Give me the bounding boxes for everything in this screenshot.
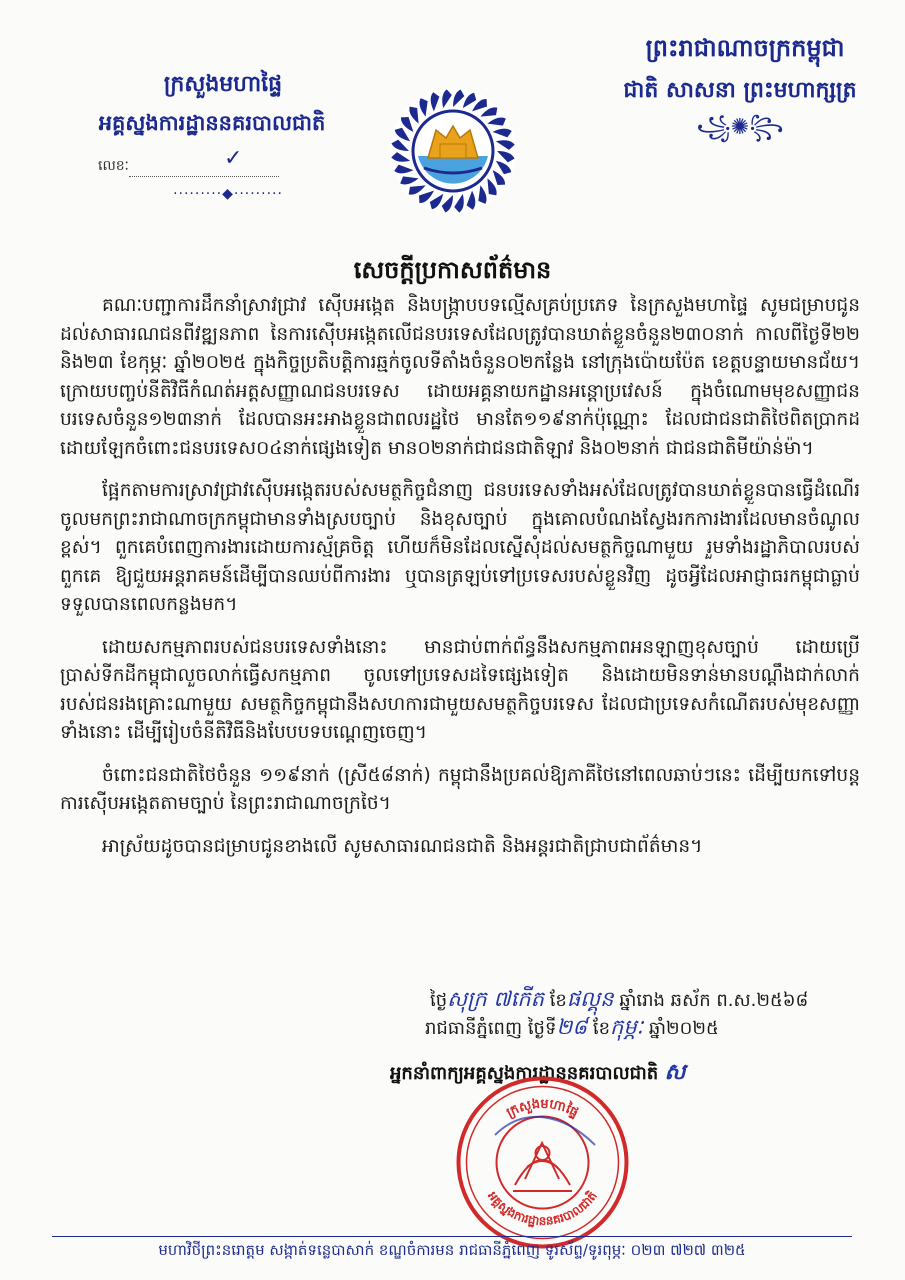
motto-ornament-icon: ꧁✺꧂ [696,115,784,140]
solar-day-handwritten: ២៨ [556,1015,588,1039]
department-name: អគ្គស្នងការដ្ឋាននគរបាលជាតិ [98,111,326,135]
solar-month-handwritten: កុម្ភៈ [610,1015,644,1039]
solar-year: ឆ្នាំ២០២៥ [648,1018,719,1039]
lunar-date-line [430,986,870,1017]
document-title: សេចក្ដីប្រកាសព័ត៌មាន [353,256,552,284]
number-field [129,146,279,177]
body-paragraph: ផ្អែកតាមការស្រាវជ្រាវស៊ើបអង្កេតរបស់សមត្ថកិច្ចជំនាញ ជនបរទេសទាំងអស់ដែលត្រូវបានឃាត់ខ្លួនបានធ្វើដំណើរចូលមកព្រះរាជាណាចក្រកម្ពុជាមានទាំងស្របច្បាប់ និងខុសច្បាប់ ក្នុងគោលបំណងស្វែងរកការងារដែលមានចំណូលខ្ពស់។ ពួកគេបំពេញការងារដោយការស្ម័គ្រចិត្ត ហើយក៏មិនដែលស្នើសុំដល់សមត្ថកិច្ចណាមួយ រួមទាំងរដ្ឋាភិបាលរបស់ពួកគេ ឱ្យជួយអន្តរាគមន៍ដើម្បីបានឈប់ពីការងារ ឬបានត្រឡប់ទៅប្រទេសរបស់ខ្លួនវិញ ដូចអ្វីដែលអាជ្ញាធរកម្ពុជាធ្លាប់ទទួលបានពេលកន្លងមក។ [60,480,860,615]
lunar-year: ឆ្នាំរោង ឆស័ក ព.ស.២៥៦៨ [619,990,809,1011]
ministry-name: ក្រសួងមហាផ្ទៃ [163,72,283,97]
number-label: លេខៈ [98,158,129,174]
left-ornament-divider: ·········◆········· [173,186,283,202]
seal-top-text: ក្រសួងមហាផ្ទៃ [504,1096,581,1121]
footer-address: មហាវិថីព្រះនរោត្តម សង្កាត់ទន្លេបាសាក់ ខណ្ឌចំការមន រាជធានីភ្នំពេញ ទូរស័ព្ទ/ទូរពុម្ភៈ ០២៣ ៧២៧ ៣២៥ [158,1241,746,1259]
document-body [60,292,860,875]
solar-prefix: រាជធានីភ្នំពេញ ថ្ងៃទី [425,1018,557,1039]
kingdom-title: ព្រះរាជាណាចក្រកម្ពុជា [645,34,845,62]
body-paragraph: ចំពោះជនជាតិថៃចំនួន ១១៩នាក់ (ស្រី៥៨នាក់) កម្ពុជានឹងប្រគល់ឱ្យភាគីថៃនៅពេលឆាប់ៗនេះ ដើម្បីយកទៅបន្តការស៊ើបអង្កេតតាមច្បាប់ នៃព្រះរាជាណាចក្រថៃ។ [60,764,860,814]
signer-initials: ស [664,1060,686,1085]
lunar-month-prefix: ខែ [549,990,567,1011]
footer-divider [52,1236,852,1237]
body-paragraph: គណៈបញ្ជាការដឹកនាំស្រាវជ្រាវ ស៊ើបអង្កេត និងបង្ក្រាបបទល្មើសគ្រប់ប្រភេទ នៃក្រសួងមហាផ្ទៃ សូមជម្រាបជូនដល់សាធារណជនពីវឌ្ឍនភាព នៃការស៊ើបអង្កេតលើជនបរទេសដែលត្រូវបានឃាត់ខ្លួនចំនួន២៣០នាក់ កាលពីថ្ងៃទី២២ និង២៣ ខែកុម្ភៈ ឆ្នាំ២០២៥ ក្នុងកិច្ចប្រតិបត្តិការឆ្មក់ចូលទីតាំងចំនួន០២កន្លែង នៅក្រុងប៉ោយប៉ែត ខេត្តបន្ទាយមានជ័យ។ ក្រោយបញ្ចប់នីតិវិធីកំណត់អត្តសញ្ញាណជនបរទេស ដោយអគ្គនាយកដ្ឋានអន្តោប្រវេសន៍ ក្នុងចំណោមមុខសញ្ញាជនបរទេសចំនួន១២៣នាក់ ដែលបានអះអាងខ្លួនជាពលរដ្ឋថៃ មានតែ១១៩នាក់ប៉ុណ្ណោះ ដែលជាជនជាតិថៃពិតប្រាកដ ដោយឡែកចំពោះជនបរទេស០៤នាក់ផ្សេងទៀត មាន០២នាក់ជាជនជាតិឡាវ និង០២នាក់ ជាជនជាតិមីយ៉ាន់ម៉ា។ [60,295,860,459]
lunar-month-handwritten: ផល្គុន [566,987,614,1011]
seal-bottom-text: អគ្គស្នងការដ្ឋាននគរបាលជាតិ [485,1188,600,1228]
lunar-day-handwritten: សុក្រ ៧កើត [447,987,544,1011]
signer-title: អ្នកនាំពាក្យអគ្គស្នងការដ្ឋាននគរបាលជាតិ [390,1063,659,1084]
solar-date-line [425,1014,865,1045]
police-emblem-icon [388,86,518,216]
closing-paragraph: អាស្រ័យដូចបានជម្រាបជូនខាងលើ សូមសាធារណជនជាតិ និងអន្តរជាតិជ្រាបជាព័ត៌មាន។ [102,835,703,857]
check-mark-icon: ✓ [223,146,243,171]
national-motto: ជាតិ សាសនា ព្រះមហាក្សត្រ [623,78,857,103]
official-seal-icon [455,1075,630,1250]
body-paragraph: ដោយសកម្មភាពរបស់ជនបរទេសទាំងនោះ មានជាប់ពាក់ព័ន្ធនឹងសកម្មភាពអនឡាញខុសច្បាប់ ដោយប្រើប្រាស់ទីកដីកម្ពុជាលួចលាក់ធ្វើសកម្មភាព ចូលទៅប្រទេសដទៃផ្សេងទៀត និងដោយមិនទាន់មានបណ្ដឹងជាក់លាក់របស់ជនរងគ្រោះណាមួយ សមត្ថកិច្ចកម្ពុជានឹងសហការជាមួយសមត្ថកិច្ចបរទេស ដែលជាប្រទេសកំណើតរបស់មុខសញ្ញាទាំងនោះ ដើម្បីរៀបចំនីតិវិធីនិងបែបបទបណ្ដេញចេញ។ [60,636,860,743]
lunar-prefix: ថ្ងៃ [430,990,448,1011]
document-number-line [98,146,318,177]
solar-month-prefix: ខែ [592,1018,611,1039]
